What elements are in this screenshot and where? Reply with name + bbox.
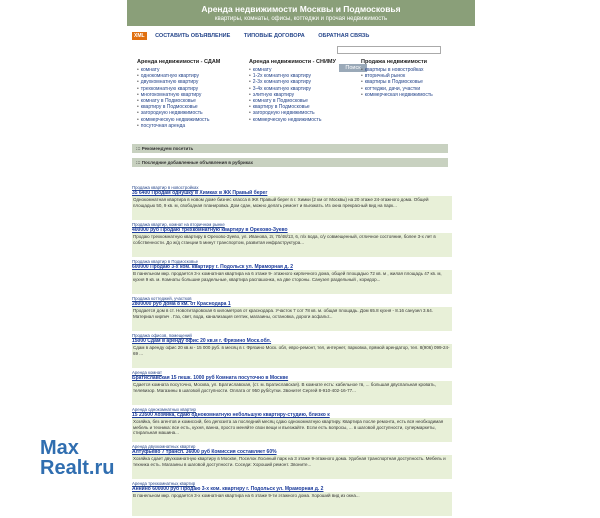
latest-ads-bar: ::: Последние добавленные объявления в рубриках	[132, 158, 448, 167]
watermark-line2: Realt.ru	[40, 457, 115, 479]
listing-category-link[interactable]: Продажа квартир в Подмосковье	[132, 259, 198, 264]
category-link[interactable]: • вторичный рынок	[361, 73, 471, 79]
listing-description: Сдам в аренду офис 20 кв.м - 15 000 руб. в месяц в г. Фрязино Моск. обл, евро-ремонт, тел, интернет, парковка, прямой арендатор, тел. 8(906) 099-24-69 ...	[132, 344, 452, 368]
top-nav	[132, 32, 381, 42]
category-link[interactable]: • однокомнатную квартиру	[137, 73, 247, 79]
search-button[interactable]: Поиск	[339, 64, 367, 72]
listing-description: В панельном мкр. продается 3-х комнатная квартира на 6 этаже 9- этажного кирпичного дома, общей площадью 72 кв. м , жилая площадь 47 кв. м, кухня 9 кв. м. Комнаты большие раздельные, квартира распашонка, на две стороны. Санузел раздельный , коридор...	[132, 270, 452, 294]
listing-title-link[interactable]: Аннино 600000 руб Продаю 3-х ком. квартиру г. Подольск ул. Мраморная д. 2	[132, 486, 324, 492]
column-rent-seek	[249, 59, 359, 123]
listing-category-link[interactable]: Аренда двухкомнатных квартир	[132, 444, 196, 449]
listing-title-link[interactable]: Алтуфьево 7 трансп. 36000 руб Комиссия составляет 60%	[132, 449, 277, 455]
category-link[interactable]: • коммерческую недвижимость	[137, 117, 247, 123]
column-list	[249, 67, 359, 123]
category-link[interactable]: • трехкомнатную квартиру	[137, 86, 247, 92]
category-link[interactable]: • элитную квартиру	[249, 92, 359, 98]
nav-link-feedback[interactable]: ОБРАТНАЯ СВЯЗЬ	[318, 33, 370, 39]
listing-title-link[interactable]: Братиславская 15 пешк. 1000 руб Комната посуточно в Москве	[132, 375, 289, 381]
column-sale	[361, 59, 471, 98]
site-subtitle: квартиры, комнаты, офисы, коттеджи и прочая недвижимость	[214, 16, 388, 22]
category-link[interactable]: • загородную недвижимость	[249, 110, 359, 116]
column-title: Продажа недвижимости	[361, 59, 428, 65]
listing-description: Однокомнатная квартира в новом доме бизнес класса в ЖК Правый берег в г. Химки (2 км от Москвы) на 20 этаже 24-этажного дома. Общей площадью 50, 9 кв. м, свободная планировка. Дом сдан, можно делать ремонт и въезжать. Из окна прекрасный вид на парк...	[132, 196, 452, 220]
listing-category-link[interactable]: Продажа офисов, помещений	[132, 333, 192, 338]
category-link[interactable]: • 2-3х комнатную квартиру	[249, 79, 359, 85]
listing-category-link[interactable]: Продажа коттеджей, участков	[132, 296, 192, 301]
category-link[interactable]: • многокомнатную квартиру	[137, 92, 247, 98]
listing-item	[132, 481, 452, 516]
category-link[interactable]: • загородную недвижимость	[137, 110, 247, 116]
listings	[132, 185, 452, 518]
listing-title-link[interactable]: 15000 Сдам в аренду офис 20 кв.м г. Фрязино Моск.обл.	[132, 338, 272, 344]
listing-category-link[interactable]: Продажа квартир в новостройках	[132, 185, 199, 190]
search-input[interactable]	[337, 46, 441, 54]
category-link[interactable]: • 1-2х комнатную квартиру	[249, 73, 359, 79]
listing-title-link[interactable]: 400000 руб Продаю трехкомнатную квартиру в Орехово-Зуево	[132, 227, 288, 233]
listing-category-link[interactable]: Аренда комнат	[132, 370, 163, 375]
listing-category-link[interactable]: Аренда однокомнатных квартир	[132, 407, 196, 412]
column-title: Аренда недвижимости - СДАМ	[137, 59, 221, 65]
listing-description: Хозяйка, без агентов и комиссий, без депозита за последний месяц сдаю однокомнатную квартиру. Квартира после ремонта, есть вся необходимая мебель и техника: все есть, кухня, ванна, просто меняйте свои вещи и въезжайте. Если есть вопросы, ... в шаговой доступности, супермаркеты, стиральная машина...	[132, 418, 452, 442]
listing-item	[132, 185, 452, 220]
category-link[interactable]: • квартиру в Подмосковье	[137, 104, 247, 110]
listing-title-link[interactable]: 15 23500 Хозяйка, сдаю однокомнатную небольшую квартиру-студию, близко к	[132, 412, 330, 418]
listing-title-link[interactable]: 600000 Продаю 3-х ком. квартиру г. Подольск ул. Мраморная д. 2	[132, 264, 294, 270]
watermark-logo	[40, 438, 114, 478]
category-link[interactable]: • посуточная аренда	[137, 123, 247, 129]
category-link[interactable]: • комнату	[137, 67, 247, 73]
column-list	[137, 67, 247, 129]
category-link[interactable]: • комнату в Подмосковье	[249, 98, 359, 104]
page	[127, 0, 475, 498]
listing-item	[132, 259, 452, 294]
nav-link-contracts[interactable]: ТИПОВЫЕ ДОГОВОРА	[243, 33, 305, 39]
xml-feed-button[interactable]: XML	[134, 33, 145, 39]
listing-item	[132, 407, 452, 442]
watermark-line1: Max	[40, 437, 79, 459]
listing-description: Сдается комната посуточно, Москва, ул. Братиславская, (ст. м. Братиславская). В комнате есть: кабельное тв, ... большая двуспальная кровать, телевизор. Магазины в шаговой доступности. Оплата от 950 руб/сутки. Звоните! Сергей 8-910-402-16-77...	[132, 381, 452, 405]
category-link[interactable]: • коттеджи, дачи, участки	[361, 86, 471, 92]
nav-link-submit-ad[interactable]: СОСТАВИТЬ ОБЪЯВЛЕНИЕ	[155, 33, 231, 39]
listing-item	[132, 296, 452, 331]
category-link[interactable]: • комнату	[249, 67, 359, 73]
listing-title-link[interactable]: 2800000 руб дома 8 км. от Краснодара 1	[132, 301, 231, 307]
listing-item	[132, 333, 452, 368]
column-title: Аренда недвижимости - СНИМУ	[249, 59, 336, 65]
category-link[interactable]: • квартиры в новостройках	[361, 67, 471, 73]
category-link[interactable]: • квартиру в Подмосковье	[249, 104, 359, 110]
listing-category-link[interactable]: Аренда трехкомнатных квартир	[132, 481, 196, 486]
category-link[interactable]: • двухкомнатную квартиру	[137, 79, 247, 85]
category-link[interactable]: • комнату в Подмосковье	[137, 98, 247, 104]
site-title: Аренда недвижимости Москвы и Подмосковья	[201, 4, 401, 14]
listing-item	[132, 222, 452, 257]
listing-description: В панельном мкр. продается 3-х комнатная квартира на 6 этаже 9-ти этажного дома. Хороший вид из окна...	[132, 492, 452, 516]
category-link[interactable]: • 3-4х комнатную квартиру	[249, 86, 359, 92]
category-link[interactable]: • коммерческая недвижимость	[361, 92, 471, 98]
listing-item	[132, 444, 452, 479]
site-header	[127, 0, 475, 26]
listing-description: Продается дом в ст. Новотитаровская 6 километров от краснодара. Участок 7 сот 78 кв. м. общая площадь. Дом 65.8 кухня - 8.16 санузел 3.64. Материал кирпич . Газ, свет, вода, канализация септик, магазины, остановка, дороги асфальт...	[132, 307, 452, 331]
category-link[interactable]: • квартиры в Подмосковье	[361, 79, 471, 85]
column-list	[361, 67, 471, 98]
category-link[interactable]: • коммерческую недвижимость	[249, 117, 359, 123]
listing-category-link[interactable]: Продажа квартир, комнат на вторичном рынке	[132, 222, 225, 227]
listing-title-link[interactable]: 35 6400 Продам однушку в Химках в ЖК Правый берег	[132, 190, 268, 196]
listing-description: Продаю трехкомнатную квартиру в Орехово-Зуево, ул. Иванова, 2г, 70/48/13, 6, п/х вода, с/у совмещенный, отличное состояние, более 3-х лет в собственности. До ж/д станции 5 минут транспортом, развитая инфраструктура...	[132, 233, 452, 257]
column-rent-offer	[137, 59, 247, 129]
listing-item	[132, 370, 452, 405]
listing-description: Хозяйка сдает двухкомнатную квартиру в Москве, Поселок Лосиный парк на 3 этаже 9-этажного дома. Удобная транспортная доступность. Мебель и техника есть. Магазины в шаговой доступности. Соседи: Хороший ремонт. Звоните...	[132, 455, 452, 479]
recommend-bar[interactable]: ::: Рекомендуем посетить	[132, 144, 448, 153]
